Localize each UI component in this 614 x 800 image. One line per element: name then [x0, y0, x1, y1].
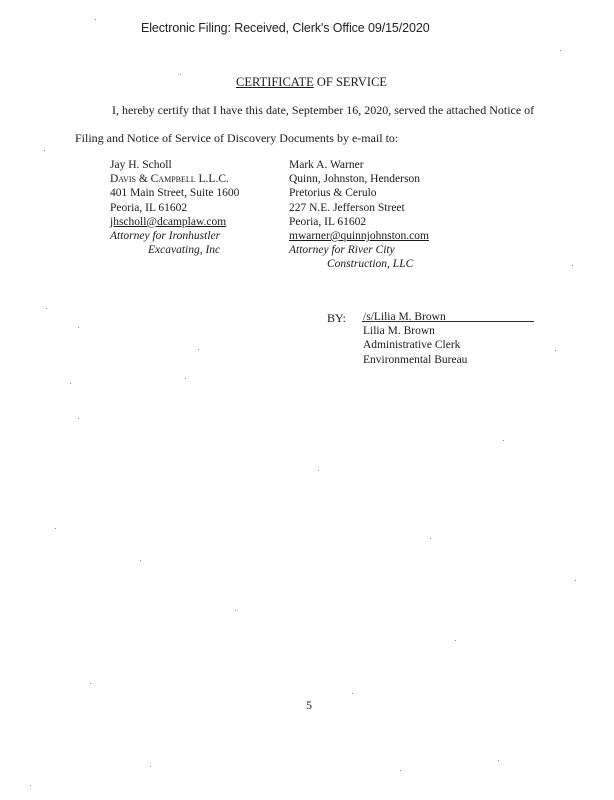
recipient-role-1: Attorney for Ironhustler [110, 230, 221, 243]
signature-signed: /s/Lilia M. Brown [363, 311, 446, 323]
recipient-block-1 [110, 158, 239, 257]
recipient-address-1: Pretorius & Cerulo [289, 187, 377, 200]
recipient-firm: Quinn, Johnston, Henderson [289, 173, 420, 186]
recipient-address-2: Peoria, IL 61602 [110, 201, 188, 214]
recipient-role-2: Construction, LLC [327, 258, 414, 271]
certificate-title-underlined: CERTIFICATE [236, 75, 314, 89]
recipient-address-3: Peoria, IL 61602 [289, 215, 367, 228]
signature-bureau: Environmental Bureau [363, 353, 468, 366]
recipient-block-2 [289, 158, 429, 272]
certificate-title [236, 75, 387, 90]
recipient-address-2: 227 N.E. Jefferson Street [289, 201, 405, 214]
filing-stamp: Electronic Filing: Received, Clerk's Office 09/15/2020 [141, 21, 430, 35]
recipient-name: Mark A. Warner [289, 159, 364, 171]
recipient-role-2: Excavating, Inc [148, 244, 221, 257]
recipient-firm: Davis & Campbell L.L.C. [110, 173, 229, 186]
signature-title: Administrative Clerk [363, 339, 461, 352]
recipient-address-1: 401 Main Street, Suite 1600 [110, 187, 240, 200]
recipient-email-link[interactable]: mwarner@quinnjohnston.com [289, 230, 429, 243]
signature-line [362, 321, 534, 322]
certificate-title-rest: OF SERVICE [313, 75, 388, 89]
signature-name: Lilia M. Brown [363, 325, 435, 338]
recipient-role-1: Attorney for River City [289, 244, 395, 257]
certify-line-1: I, hereby certify that I have this date, September 16, 2020, served the attached Notice of [112, 103, 535, 117]
signature-by-label: BY: [327, 311, 346, 325]
recipient-email-link[interactable]: jhscholl@dcamplaw.com [110, 215, 227, 228]
certify-line-2: Filing and Notice of Service of Discovery Documents by e-mail to: [75, 131, 399, 145]
page-number: 5 [306, 698, 312, 712]
recipient-name: Jay H. Scholl [110, 159, 172, 171]
signature-block [363, 310, 467, 367]
